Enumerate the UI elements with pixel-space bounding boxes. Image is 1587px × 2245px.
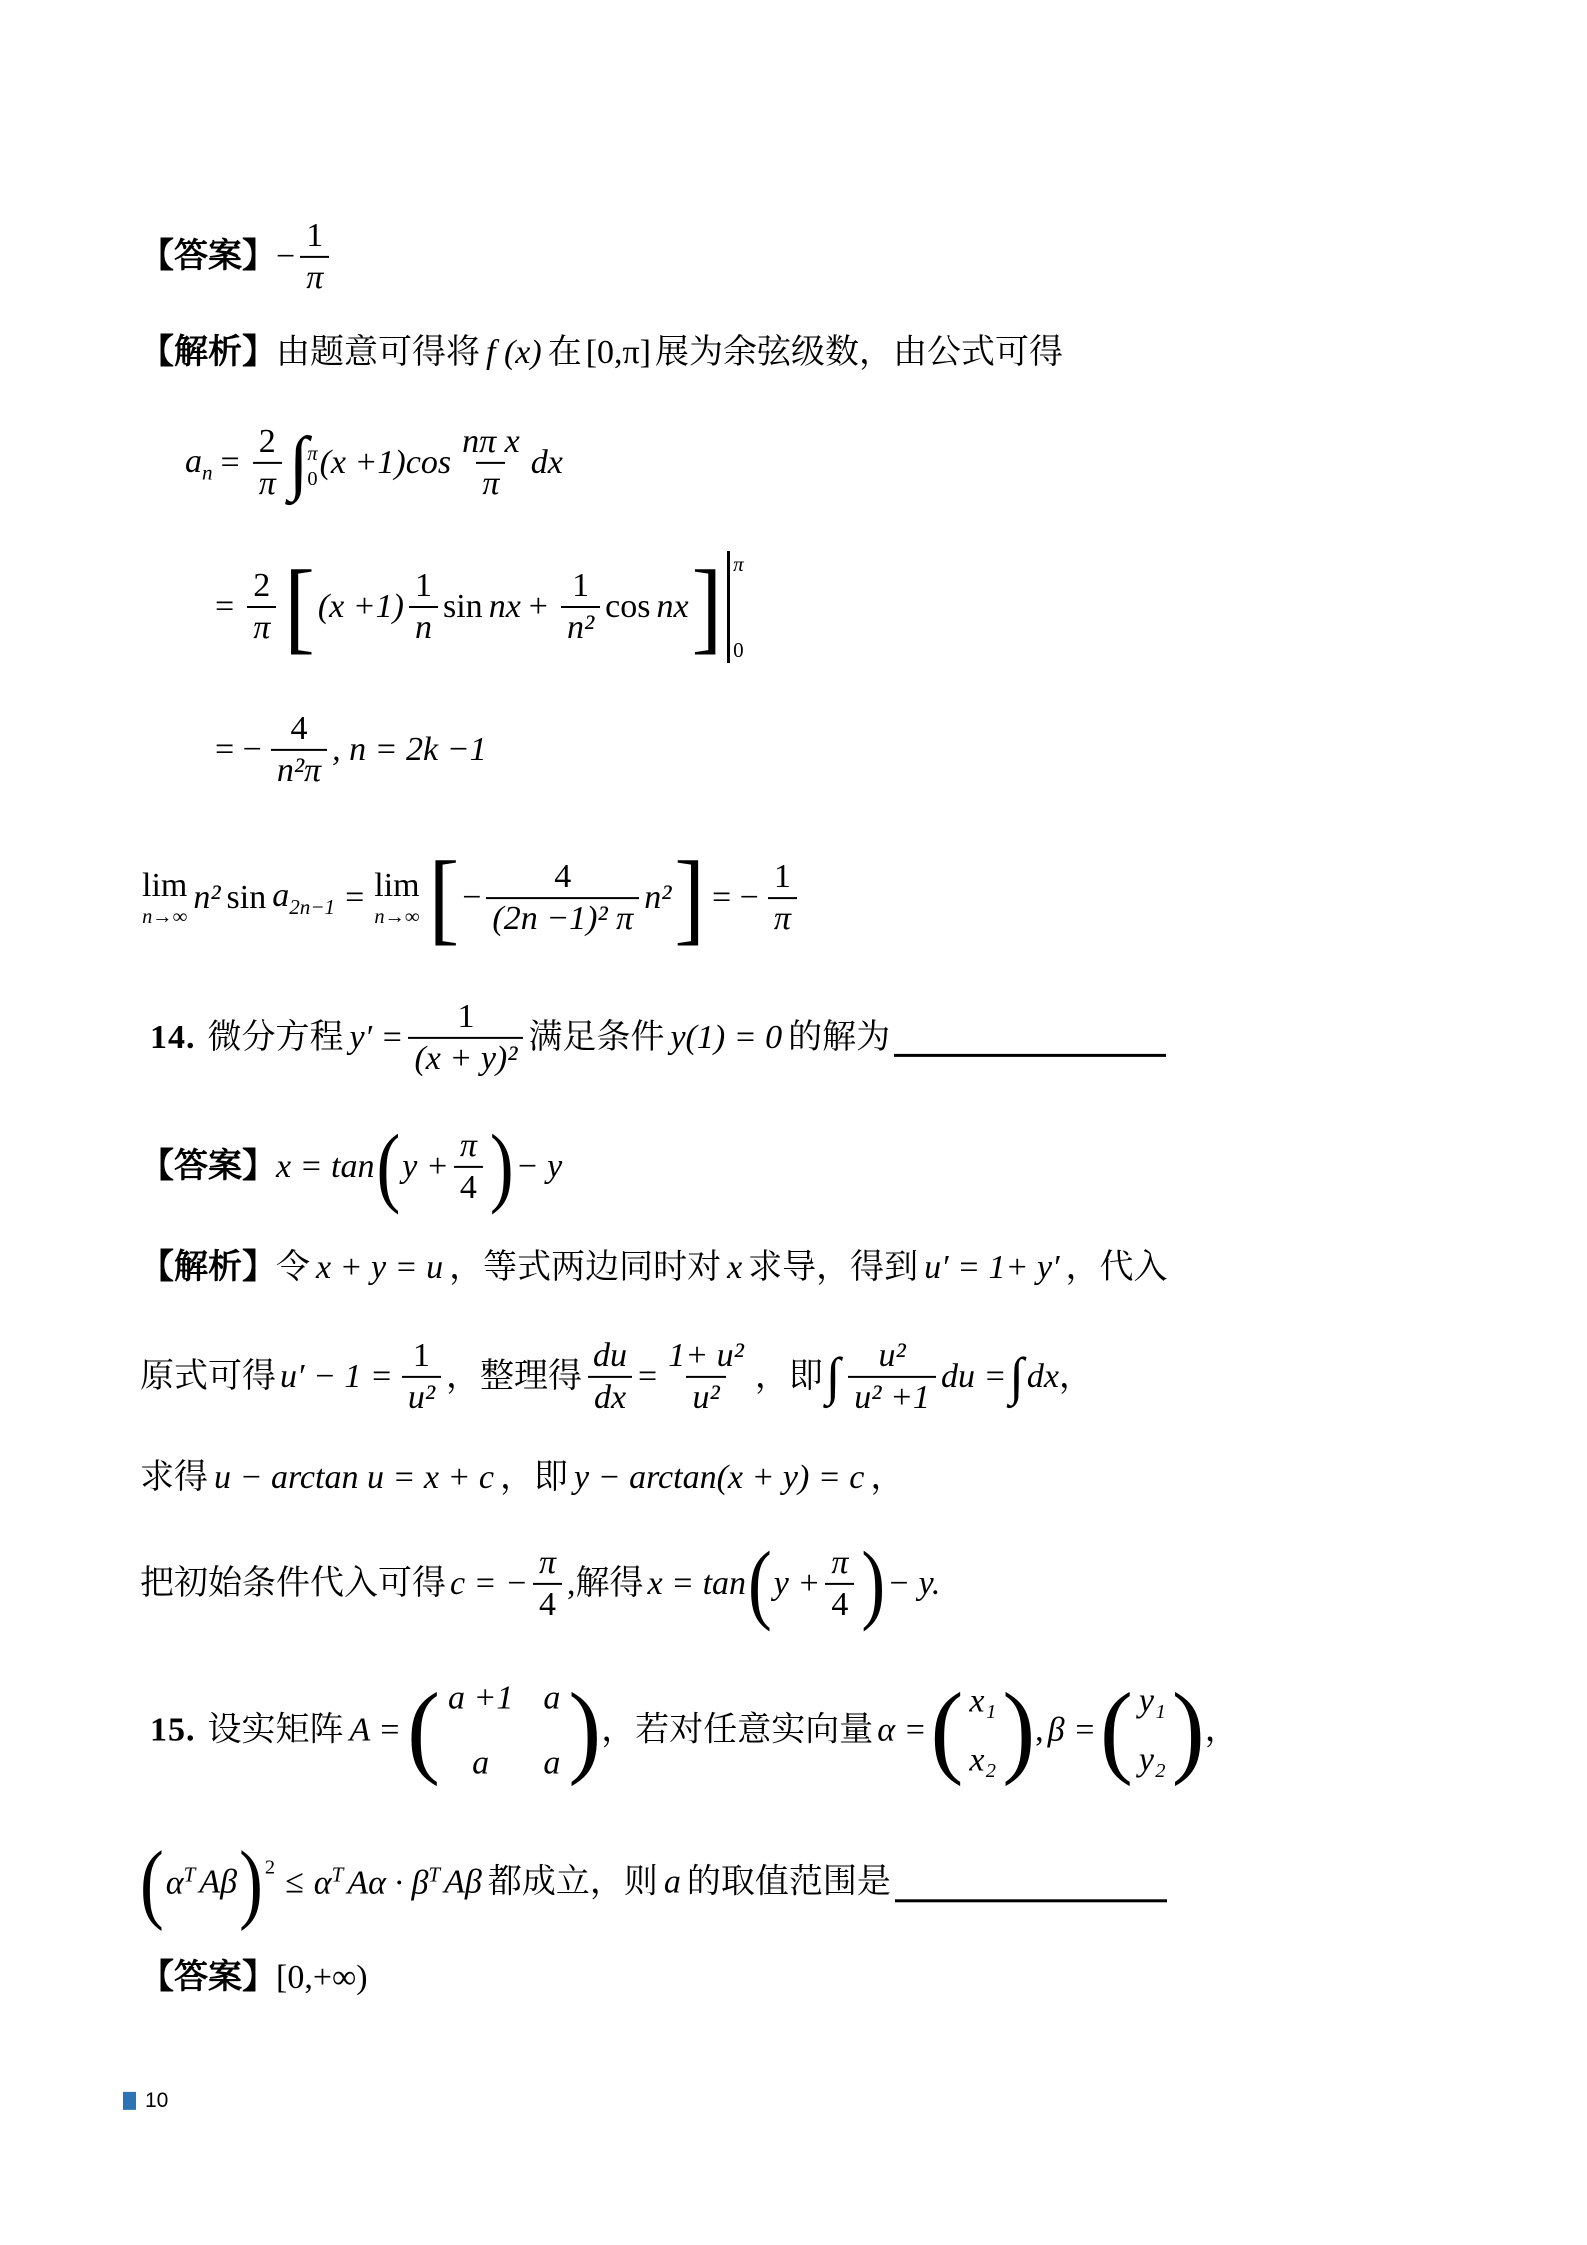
left-paren: (: [1100, 1672, 1133, 1788]
answer-blank: [895, 1864, 1167, 1903]
vector-alpha: ( x₁ x₂ ): [930, 1672, 1036, 1788]
fraction-pi-over-4: $\frac{\pi}{4}$: [533, 1543, 562, 1625]
a-sub-n: $a_n$: [185, 442, 213, 485]
fraction-2-over-pi: $\frac{2}{\pi}$: [253, 422, 282, 504]
analysis-14-line2: 原式可得 u′ − 1 = $\frac{1}{\text{u²}}$ ， 整理得 $\frac{du}{dx}$ = $\frac{\text{1+ u²}}{\text{u²}}$ ， 即 ∫ $\frac{\text{u²}}{\text{u² +1}}$ du = ∫ dx ，: [140, 1336, 1093, 1418]
left-paren: (: [930, 1672, 964, 1788]
problem-number: 14.: [150, 1018, 196, 1056]
evaluation-bar: π 0: [727, 551, 744, 663]
equation-an: $a_n$ = $\frac{2}{\pi}$ ∫ π 0 (x +1)cos $\frac{\text{nπ x}}{\pi}$ dx: [185, 422, 563, 503]
left-paren: (: [140, 1833, 164, 1933]
interval-0-pi: [0,π]: [585, 333, 651, 371]
right-bracket: ]: [691, 548, 723, 664]
analysis-label: 【解析】: [140, 333, 276, 371]
analysis-label: 【解析】: [140, 1248, 276, 1286]
left-bracket: [: [284, 548, 315, 664]
left-paren: (: [376, 1117, 401, 1217]
equation-antiderivative: = $\frac{2}{\pi}$ [ (x +1) $\frac{1}{n}$ sin nx + $\frac{1}{\text{n²}}$ cos nx ] π 0: [215, 548, 744, 664]
fraction-pi-over-4: $\frac{\pi}{4}$: [454, 1126, 483, 1208]
answer-15-line: [140, 1957, 368, 2000]
a-sub-2n-1: $a_{2n-1}$: [272, 877, 336, 920]
left-paren: (: [407, 1672, 440, 1788]
f-of-x: f (x): [486, 333, 542, 371]
matrix-A: ( a +1 a a a ): [407, 1672, 602, 1788]
left-paren: (: [748, 1534, 772, 1634]
answer-label: 【答案】: [140, 237, 276, 275]
right-paren: ): [1171, 1672, 1205, 1788]
answer-blank: [894, 1019, 1166, 1058]
leq-sign: ≤: [285, 1863, 304, 1901]
fraction-4-over-n2pi: $\frac{4}{\text{n²π}}$: [271, 709, 327, 791]
equation-limit: lim n→∞ n² sin $a_{2n-1}$ = lim n→∞ [ − $\frac{4}{\text{(2n −1)² π}}$ n² ] = − $\frac{1}{\pi}$: [142, 852, 802, 944]
answer-label: 【答案】: [140, 1958, 276, 1996]
integral-icon: ∫: [825, 1347, 841, 1406]
equation-result-an: = − $\frac{4}{\text{n²π}}$ , n = 2k −1: [215, 709, 487, 791]
right-paren: ): [568, 1672, 602, 1788]
vector-beta: ( y₁ y₂ ): [1100, 1672, 1205, 1788]
problem-15-line: 15. 设实矩阵 A = ( a +1 a a a ) ， 若对任意实向量 α = ( x₁ x₂ ) , β = ( y₁ y₂ ) ，: [150, 1672, 1239, 1788]
right-paren: ): [861, 1534, 886, 1634]
problem-14-line: 14. 微分方程 y′ = $\frac{1}{\text{(x + y)²}}$ 满足条件 y(1) = 0 的解为: [150, 997, 1166, 1079]
limit-operator: lim n→∞: [374, 866, 420, 928]
answer-label: 【答案】: [140, 1147, 276, 1185]
answer-value: [0,+∞): [276, 1958, 368, 1996]
minus-sign: −: [276, 237, 296, 275]
footer-marker-square: [123, 2092, 136, 2110]
right-paren: ): [489, 1117, 514, 1217]
analysis-14-line4: 把初始条件代入可得 c = − $\frac{\pi}{4}$ ,解得 x = tan ( y + $\frac{\pi}{4}$ ) − y.: [140, 1534, 941, 1634]
fraction-1-over-pi: $\frac{1}{\pi}$: [300, 216, 329, 298]
analysis-14-line1: 【解析】 令 x + y = u ，等式两边同时对 x 求导，得到 u′ = 1+ y′ ，代入: [140, 1247, 1168, 1290]
analysis-14-line3: 求得 u − arctan u = x + c ， 即 y − arctan(x + y) = c ，: [140, 1458, 905, 1496]
problem-number: 15.: [150, 1711, 196, 1749]
integral-icon: ∫: [288, 423, 309, 503]
left-bracket: [: [428, 839, 460, 955]
integral-icon: ∫: [1009, 1347, 1024, 1406]
integral-0-to-pi: ∫ π 0: [288, 423, 318, 503]
right-bracket: ]: [674, 839, 705, 955]
analysis-13-line: 【解析】 由题意可得将 f (x) 在 [0,π] 展为余弦级数，由公式可得: [140, 332, 1063, 375]
page-footer: [123, 2088, 168, 2114]
page-number: 10: [145, 2088, 169, 2112]
right-paren: ): [239, 1833, 263, 1933]
answer-14-line: 【答案】 x = tan ( y + $\frac{\pi}{4}$ ) − y: [140, 1117, 563, 1217]
fraction-1-over-xy2: $\frac{1}{\text{(x + y)²}}$: [408, 997, 523, 1079]
limit-operator: lim n→∞: [142, 866, 188, 928]
fraction-npix-over-pi: $\frac{\text{nπ x}}{\pi}$: [456, 422, 526, 504]
right-paren: ): [1002, 1672, 1036, 1788]
problem-15-inequality-line: ( $\alpha^T$ Aβ ) 2 ≤ $\alpha^T$ $A\alpha \cdot \beta^T$ Aβ 都成立，则 a 的取值范围是: [138, 1847, 1167, 1918]
answer-13-line: [140, 216, 334, 298]
